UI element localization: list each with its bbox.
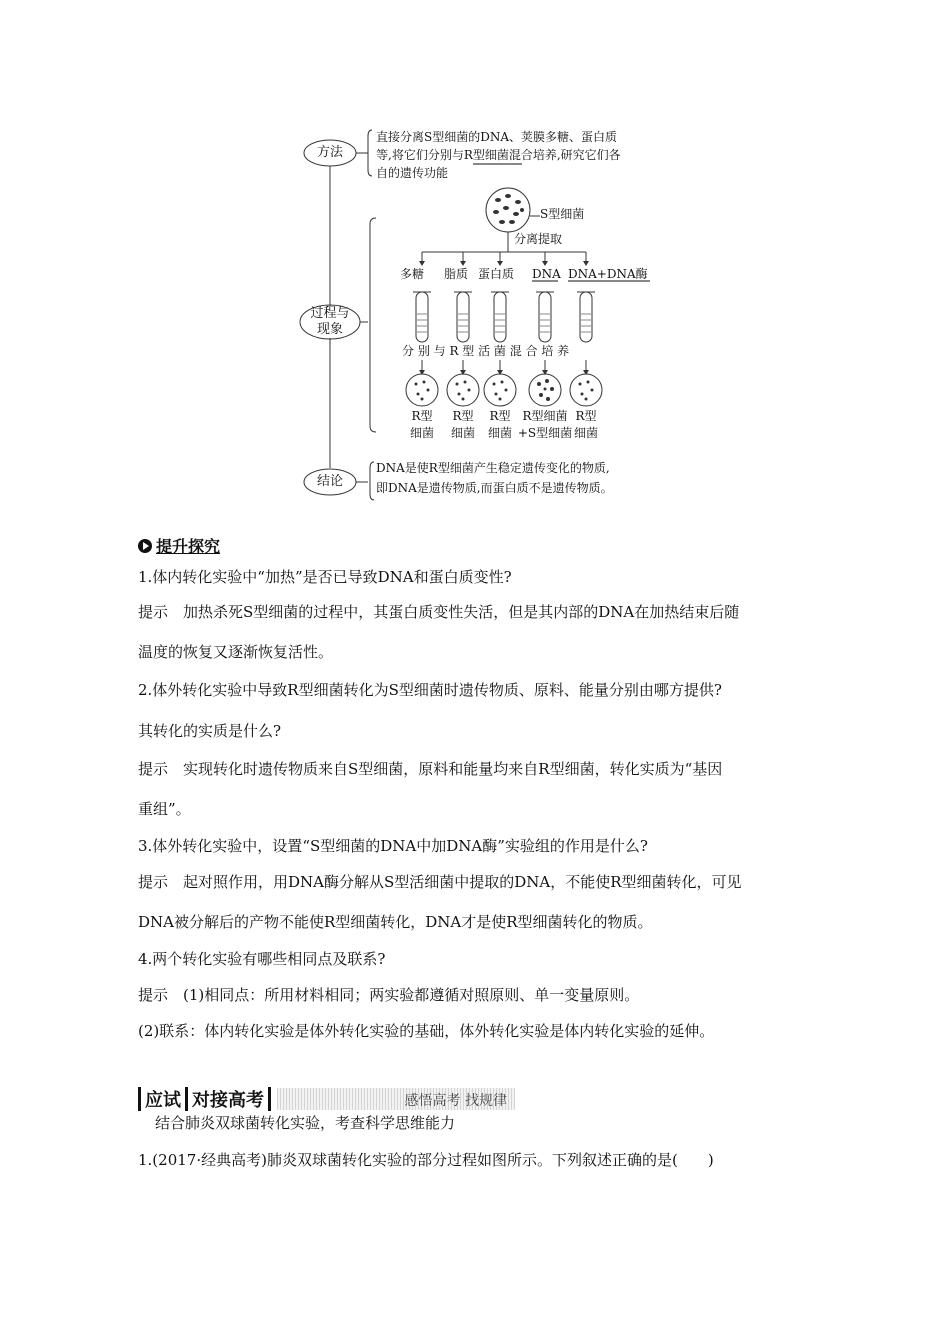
question-2-line-1: 2.体外转化实验中导致R型细菌转化为S型细菌时遗传物质、原料、能量分别由哪方提供? [138,681,722,699]
conclusion-line-2: 即DNA是遗传物质,而蛋白质不是遗传物质。 [376,481,613,495]
conclusion-line-1: DNA是使R型细菌产生稳定遗传变化的物质, [376,461,610,475]
hint-1-line-1: 提示 加热杀死S型细菌的过程中，其蛋白质变性失活，但是其内部的DNA在加热结束后随 [138,603,740,621]
component-polysaccharide: 多糖 [400,267,425,281]
process-label-line-1: 过程与 [310,306,350,321]
result-1: R型 细菌 [409,409,434,440]
banner-bar [268,1087,271,1111]
banner-pattern [277,1088,515,1110]
result-3: R型 细菌 [487,409,512,440]
banner-part2: 对接高考 [192,1090,264,1111]
hint-4-line-1: 提示 (1)相同点：所用材料相同；两实验都遵循对照原则、单一变量原则。 [138,986,640,1004]
conclusion-label: 结论 [316,474,343,489]
banner-part1: 应试 [145,1090,181,1111]
extract-label: 分离提取 [514,232,563,246]
question-4: 4.两个转化实验有哪些相同点及联系? [138,950,386,968]
method-text-line-1: 直接分离S型细菌的DNA、荚膜多糖、蛋白质 [376,130,618,144]
banner-right-text: 感悟高考 找规律 [404,1093,507,1109]
component-protein: 蛋白质 [478,267,515,281]
hint-3-line-2: DNA被分解后的产物不能使R型细菌转化，DNA才是使R型细菌转化的物质。 [138,913,653,931]
hint-1-line-2: 温度的恢复又逐渐恢复活性。 [138,643,334,661]
hint-2-line-1: 提示 实现转化时遗传物质来自S型细菌，原料和能量均来自R型细菌，转化实质为“基因 [138,760,723,778]
hint-4-line-2: (2)联系：体内转化实验是体外转化实验的基础，体外转化实验是体内转化实验的延伸。 [138,1022,715,1040]
result-2: R型 细菌 [450,409,475,440]
question-1: 1.体内转化实验中“加热”是否已导致DNA和蛋白质变性? [138,568,512,586]
mix-text: 分 别 与 R 型 活 菌 混 合 培 养 [402,344,570,358]
question-2-line-2: 其转化的实质是什么? [138,722,282,740]
exam-question-1: 1.(2017·经典高考)肺炎双球菌转化实验的部分过程如图所示。下列叙述正确的是( ) [138,1151,714,1169]
hint-2-line-2: 重组”。 [138,800,191,818]
section-title: 提升探究 [156,537,221,556]
subheading: 结合肺炎双球菌转化实验，考查科学思维能力 [155,1114,456,1132]
component-lipid: 脂质 [444,267,469,281]
method-text-line-3: 自的遗传功能 [376,166,449,180]
process-label-line-2: 现象 [316,322,343,337]
question-3: 3.体外转化实验中，设置“S型细菌的DNA中加DNA酶”实验组的作用是什么? [138,837,648,855]
s-bacteria-label: S型细菌 [540,207,585,221]
section-header [138,534,220,557]
result-4: R型细菌 +S型细菌 [517,409,573,440]
component-dna-dnase: DNA+DNA酶 [568,267,648,281]
experiment-diagram [290,118,670,504]
play-circle-icon [138,539,152,553]
exam-banner [138,1086,515,1112]
component-dna: DNA [532,267,561,281]
hint-3-line-1: 提示 起对照作用，用DNA酶分解从S型活细菌中提取的DNA，不能使R型细菌转化，可见 [138,873,742,891]
method-text-line-2: 等,将它们分别与R型细菌混合培养,研究它们各 [376,148,621,162]
result-5: R型 细菌 [573,409,598,440]
method-label: 方法 [316,145,343,160]
